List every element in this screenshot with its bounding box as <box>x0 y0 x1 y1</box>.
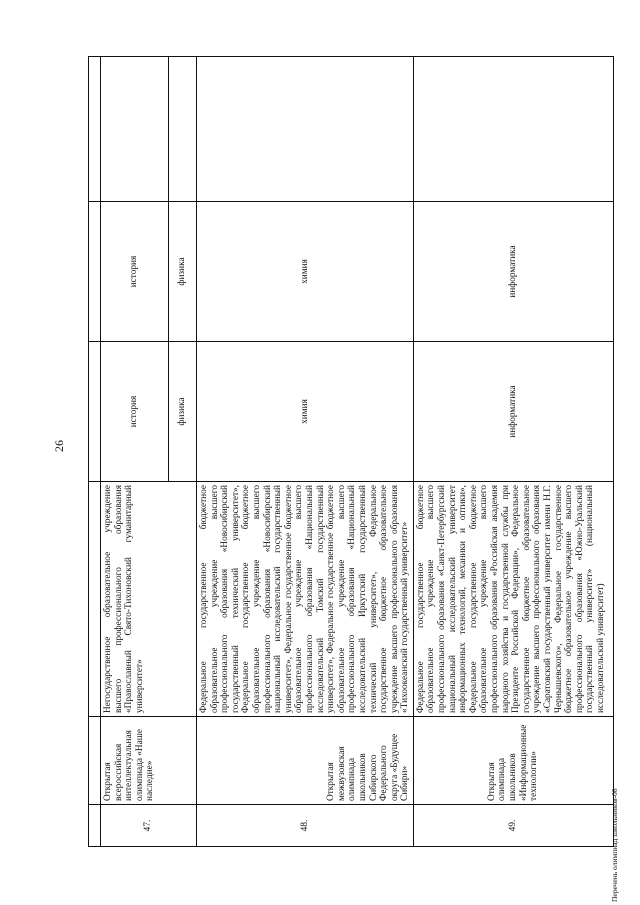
table-row <box>197 57 414 847</box>
subject-cell: информатика <box>413 202 613 342</box>
olympiad-name: Открытая олимпиада школьников «Информационные технологии» <box>413 717 613 805</box>
olympiad-name: Открытая межвузовская олимпиада школьников Сибирского Федерального округа «Будущее Сибири» <box>197 717 414 805</box>
subject-cell: физика <box>169 202 197 342</box>
organizer-text: Федеральное государственное бюджетное образовательное учреждение высшего профессионального образования «Санкт-Петербургский национальный исследовательский университет информационных технологий, механики и оптики», Федеральное государственное бюджетное образовательное учреждение высшего профессионального образования «Российская академия народного хозяйства и государственной службы при Президенте Российской Федерации», Федеральное государственное бюджетное образовательное учреждение высшего профессионального образования «Саратовский государственный университет имени Н.Г. Чернышевского», Федеральное государственное бюджетное образовательное учреждение высшего профессионального образования «Южно-Уральский государственный университет» (национальный исследовательский университет) <box>413 482 613 717</box>
row-number: 49. <box>413 805 613 847</box>
olympiad-table <box>88 56 614 847</box>
subject-cell: химия <box>197 342 414 482</box>
table-row <box>413 57 613 847</box>
table-row <box>101 57 169 847</box>
olympiad-name: Открытая всероссийская интеллектуальная олимпиада «Наше наследие» <box>101 717 197 805</box>
table-header-strip <box>89 57 101 847</box>
subject-cell: история <box>101 202 169 342</box>
subject-cell: история <box>101 342 169 482</box>
page-number: 26 <box>52 440 66 452</box>
organizer-text: Федеральное государственное бюджетное образовательное учреждение высшего профессионального образования «Новосибирский государственный технический университет», Федеральное государственное бюджетное образовательное учреждение высшего профессионального образования «Новосибирский национальный исследовательский государственный университет», Федеральное государственное бюджетное образовательное учреждение высшего профессионального образования «Национальный исследовательский Томский государственный университет», Федеральное государственное бюджетное образовательное учреждение высшего профессионального образования «Национальный исследовательский Иркутский государственный технический университет», Федеральное государственное бюджетное образовательное учреждение высшего профессионального образования «Тихоокеанский государственный университет» <box>197 482 414 717</box>
subject-cell: химия <box>197 202 414 342</box>
row-number: 48. <box>197 805 414 847</box>
olympiad-table-page <box>88 57 606 847</box>
subject-cell: информатика <box>413 342 613 482</box>
organizer-text: Негосударственное образовательное учреждение высшего профессионального образования «Православный Свято-Тихоновский гуманитарный университет» <box>101 482 197 717</box>
row-number: 47. <box>101 805 197 847</box>
footer-text: Перечень олимпиад школьников-08 <box>610 788 619 902</box>
subject-cell: физика <box>169 342 197 482</box>
